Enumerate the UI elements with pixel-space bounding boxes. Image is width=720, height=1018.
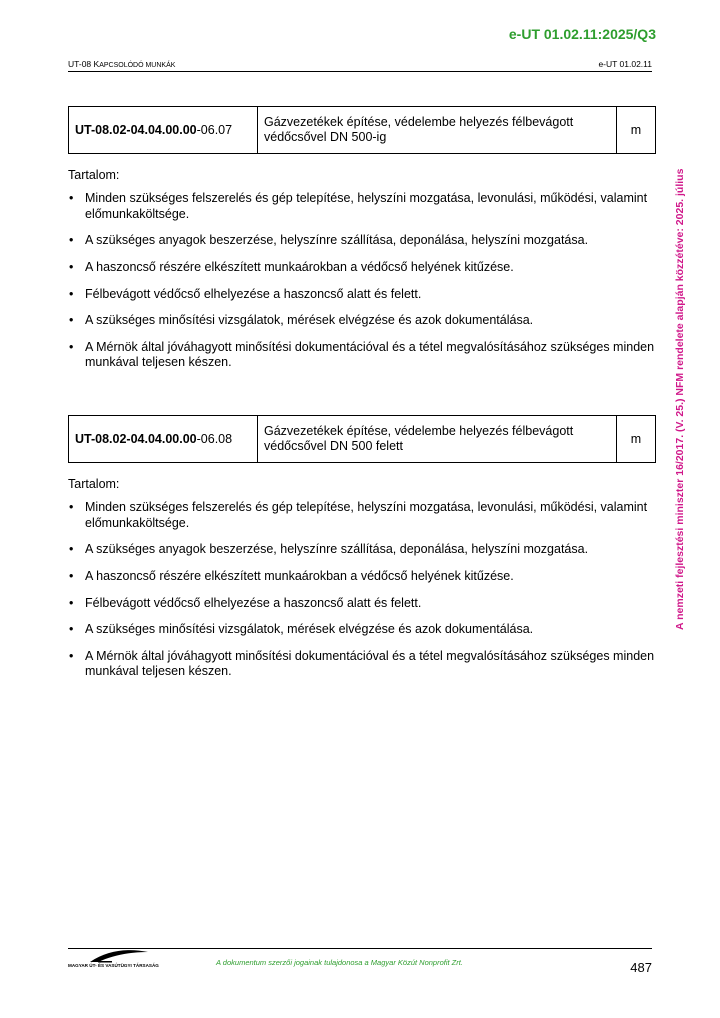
list-item: • A szükséges anyagok beszerzése, helyszínre szállítása, deponálása, helyszíni mozgatása. xyxy=(68,542,658,558)
chapter-title-rest: APCSOLÓDÓ MUNKÁK xyxy=(99,62,176,69)
item-section-2 xyxy=(68,415,658,691)
list-item: • A szükséges minősítési vizsgálatok, mérések elvégzése és azok dokumentálása. xyxy=(68,622,658,638)
chapter-title-prefix: UT-08 K xyxy=(68,59,100,69)
item-code xyxy=(69,107,258,154)
item-unit: m xyxy=(617,416,656,463)
side-publication-note: A nemzeti fejlesztési miniszter 16/2017. (V. 25.) NFM rendelete alapján közzétéve: 2025. július xyxy=(674,168,686,630)
list-item: • A Mérnök által jóváhagyott minősítési dokumentációval és a tétel megvalósításához szükséges minden munkával teljesen készen. xyxy=(68,649,658,680)
list-item: • A szükséges anyagok beszerzése, helyszínre szállítása, deponálása, helyszíni mozgatása. xyxy=(68,233,658,249)
item-code-main: UT-08.02-04.04.00.00 xyxy=(75,123,197,137)
copyright-note: A dokumentum szerzői jogainak tulajdonosa a Magyar Közút Nonprofit Zrt. xyxy=(216,958,463,967)
list-item: • Minden szükséges felszerelés és gép telepítése, helyszíni mozgatása, levonulási, működési, valamint előmunkaköltsége. xyxy=(68,500,658,531)
content-list xyxy=(68,191,658,371)
item-code-main: UT-08.02-04.04.00.00 xyxy=(75,432,197,446)
running-header xyxy=(68,59,652,72)
item-code-suffix: -06.08 xyxy=(196,432,233,446)
list-item: • A Mérnök által jóváhagyott minősítési dokumentációval és a tétel megvalósításához szükséges minden munkával teljesen készen. xyxy=(68,340,658,371)
item-header-table xyxy=(68,415,656,463)
item-description: Gázvezetékek építése, védelembe helyezés félbevágott védőcsővel DN 500 felett xyxy=(258,416,617,463)
society-logo-icon xyxy=(68,948,163,974)
item-code xyxy=(69,416,258,463)
document-code: e-UT 01.02.11:2025/Q3 xyxy=(508,26,656,42)
chapter-title xyxy=(68,59,175,69)
list-item: • A haszoncső részére elkészített munkaárokban a védőcső helyének kitűzése. xyxy=(68,260,658,276)
item-unit: m xyxy=(617,107,656,154)
content-label: Tartalom: xyxy=(68,168,120,182)
list-item: • Félbevágott védőcső elhelyezése a haszoncső alatt és felett. xyxy=(68,596,658,612)
item-section-1 xyxy=(68,106,658,382)
content-list xyxy=(68,500,658,680)
content-label: Tartalom: xyxy=(68,477,120,491)
item-description: Gázvezetékek építése, védelembe helyezés félbevágott védőcsővel DN 500-ig xyxy=(258,107,617,154)
society-logo-text: MAGYAR ÚT- ÉS VASÚTÜGYI TÁRSASÁG xyxy=(68,963,159,968)
list-item: • A haszoncső részére elkészített munkaárokban a védőcső helyének kitűzése. xyxy=(68,569,658,585)
list-item: • A szükséges minősítési vizsgálatok, mérések elvégzése és azok dokumentálása. xyxy=(68,313,658,329)
header-doc-ref: e-UT 01.02.11 xyxy=(598,59,652,69)
list-item: • Félbevágott védőcső elhelyezése a haszoncső alatt és felett. xyxy=(68,287,658,303)
list-item: • Minden szükséges felszerelés és gép telepítése, helyszíni mozgatása, levonulási, működési, valamint előmunkaköltsége. xyxy=(68,191,658,222)
page-number: 487 xyxy=(630,960,652,975)
item-code-suffix: -06.07 xyxy=(196,123,233,137)
item-header-table xyxy=(68,106,656,154)
